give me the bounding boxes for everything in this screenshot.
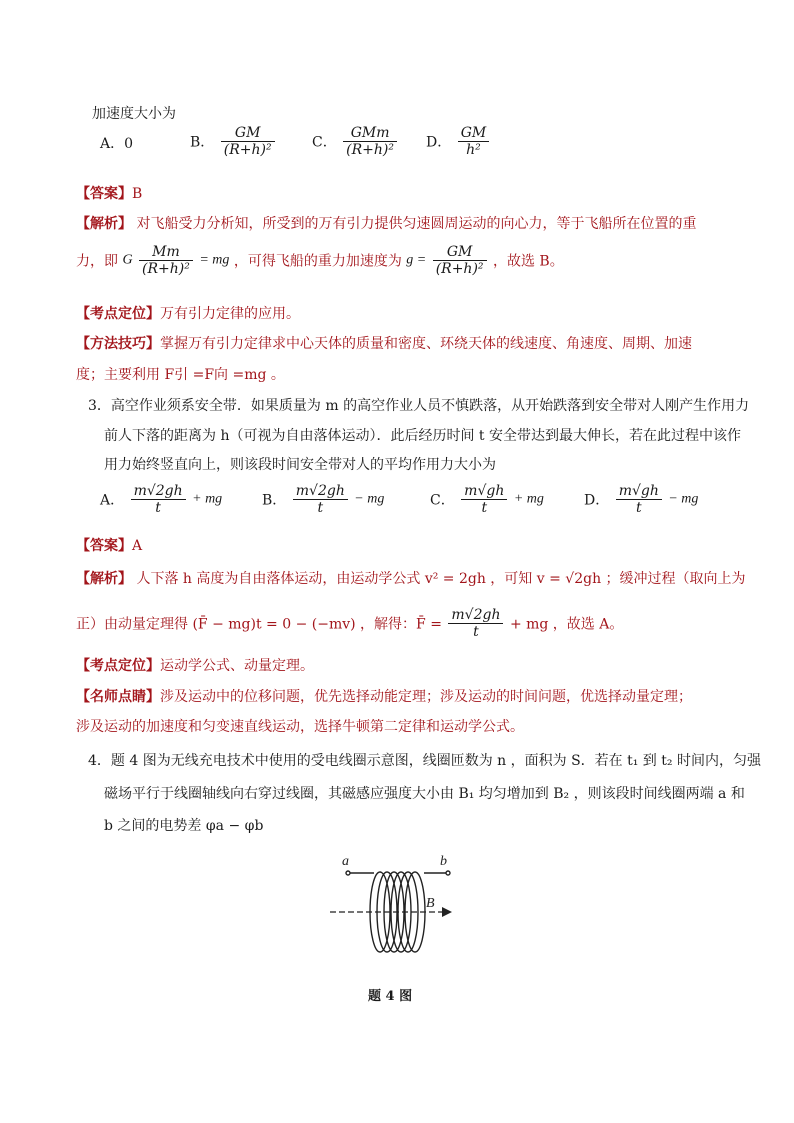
q2-keypoint [76,303,300,323]
answer-tag: 【答案】 [76,538,132,554]
q3-option-b-tail: − mg [354,491,385,507]
frac-den: (R+h)² [346,142,394,158]
tip-text: 涉及运动中的位移问题，优先选择动能定理；涉及运动的时间问题，优选择动量定理； [160,689,692,705]
frac-num: GMm [343,125,397,142]
answer-value: A [132,538,143,554]
analysis-eq: = mg [199,252,230,268]
q2-method-line2: 度；主要利用 F引 =F向 =mg 。 [76,367,285,383]
frac-num: m√gh [616,483,662,500]
label-B: B [426,896,435,911]
q3-option-a-tail: + mg [192,491,223,507]
keypoint-text: 运动学公式、动量定理。 [160,658,314,674]
tip-tag: 【名师点睛】 [76,689,160,705]
analysis-symbol: g = [406,252,427,268]
frac-num: GM [433,244,487,261]
q2-option-b-frac [221,125,275,158]
frac-den: (R+h)² [223,142,272,158]
analysis-symbol: G [122,252,133,268]
keypoint-tag: 【考点定位】 [76,658,160,674]
q3-option-c-label: C． [430,492,455,509]
q2-option-c[interactable] [312,125,399,158]
analysis-text: 正）由动量定理得 (F̄ − mg)t = 0 − (−mv) ，解得：F̄ = [76,616,442,633]
q3-answer [76,535,142,555]
q3-stem-line2: 前人下落的距离为 h（可视为自由落体运动）．此后经历时间 t 安全带达到最大伸长，若在此过程中该作 [104,428,741,444]
frac-den: t [473,624,479,640]
label-b: b [440,854,447,869]
frac-num: Mm [139,244,193,261]
q2-options [100,133,133,153]
q2-stem-tail: 加速度大小为 [92,106,176,122]
frac-den: t [481,500,488,516]
q3-analysis-line1 [76,568,746,588]
q3-option-a[interactable] [100,483,222,516]
q2-option-d[interactable] [426,125,491,158]
q3-option-d-label: D． [584,492,610,509]
q3-stem-line3: 用力始终竖直向上，则该段时间安全带对人的平均作用力大小为 [104,457,496,473]
analysis-frac [448,607,503,640]
q3-option-b-label: B． [262,492,287,509]
analysis-text: ，故选 B。 [492,253,564,270]
q3-option-b-frac [293,483,348,516]
terminal-b [446,871,450,875]
frac-den: t [317,500,324,516]
q3-tip-line2: 涉及运动的加速度和匀变速直线运动，选择牛顿第二定律和运动学公式。 [76,719,524,735]
answer-tag: 【答案】 [76,186,132,202]
q3-option-d-tail: − mg [668,491,699,507]
frac-den: t [155,500,161,516]
analysis-tag: 【解析】 [76,216,132,232]
analysis-text: + mg ，故选 A。 [509,616,624,633]
q2-analysis-line1 [76,213,696,233]
q3-option-c-frac [461,483,507,516]
frac-num: m√gh [461,483,507,500]
figure-caption: 题 4 图 [368,989,413,1004]
q3-keypoint [76,655,314,675]
q3-analysis-line2 [76,607,623,640]
q4-stem-line3: b 之间的电势差 φa − φb [104,818,264,834]
terminal-a [346,871,350,875]
q3-option-a-frac [131,483,186,516]
q2-method-line1 [76,333,692,353]
frac-den: (R+h)² [142,261,190,277]
analysis-frac2 [433,244,487,277]
q2-option-c-frac [343,125,397,158]
label-a: a [342,854,349,869]
q3-option-c-tail: + mg [513,491,544,507]
q2-option-d-frac [458,125,490,158]
frac-num: GM [221,125,275,142]
q3-option-d-frac [616,483,662,516]
field-arrow-icon [442,907,452,917]
analysis-frac [139,244,193,277]
analysis-text: ，可得飞船的重力加速度为 [233,253,402,270]
coil-figure [330,845,470,975]
q2-answer [76,183,142,203]
q2-option-a-text: 0 [124,136,134,152]
q3-option-b[interactable] [262,483,384,516]
q3-stem-line1: 3．高空作业须系安全带．如果质量为 m 的高空作业人员不慎跌落，从开始跌落到安全带对人刚产生作用力 [88,398,750,414]
frac-den: t [635,500,642,516]
keypoint-tag: 【考点定位】 [76,306,160,322]
q2-option-a[interactable] [100,136,133,152]
method-tag: 【方法技巧】 [76,336,160,352]
answer-value: B [132,186,143,202]
keypoint-text: 万有引力定律的应用。 [160,306,300,322]
analysis-tag: 【解析】 [76,571,132,587]
q3-option-d[interactable] [584,483,698,516]
q4-stem-line2: 磁场平行于线圈轴线向右穿过线圈，其磁感应强度大小由 B₁ 均匀增加到 B₂ ，则该段时间线圈两端 a 和 [104,786,745,802]
q3-option-a-label: A． [100,492,125,509]
q4-stem-line1: 4．题 4 图为无线充电技术中使用的受电线圈示意图，线圈匝数为 n ，面积为 S．若在 t₁ 到 t₂ 时间内，匀强 [88,753,761,769]
frac-den: h² [466,142,481,158]
frac-num: m√2gh [448,607,503,624]
q2-option-b[interactable] [190,125,277,158]
q2-option-c-label: C． [312,134,337,151]
q3-tip-line1 [76,686,692,706]
q2-option-a-label: A． [100,136,125,152]
frac-num: m√2gh [131,483,186,500]
q2-option-d-label: D． [426,134,452,151]
frac-num: GM [458,125,490,142]
analysis-text: 力，即 [76,253,118,270]
q2-analysis-line2 [76,244,564,277]
analysis-text: 对飞船受力分析知，所受到的万有引力提供匀速圆周运动的向心力，等于飞船所在位置的重 [136,216,697,232]
method-text: 掌握万有引力定律求中心天体的质量和密度、环绕天体的线速度、角速度、周期、加速 [160,336,692,352]
frac-num: m√2gh [293,483,348,500]
analysis-text: 人下落 h 高度为自由落体运动，由运动学公式 v² = 2gh ，可知 v = √2gh ；缓冲过程（取向上为 [136,571,746,587]
frac-den: (R+h)² [435,261,484,277]
q3-option-c[interactable] [430,483,544,516]
q2-option-b-label: B． [190,134,215,151]
